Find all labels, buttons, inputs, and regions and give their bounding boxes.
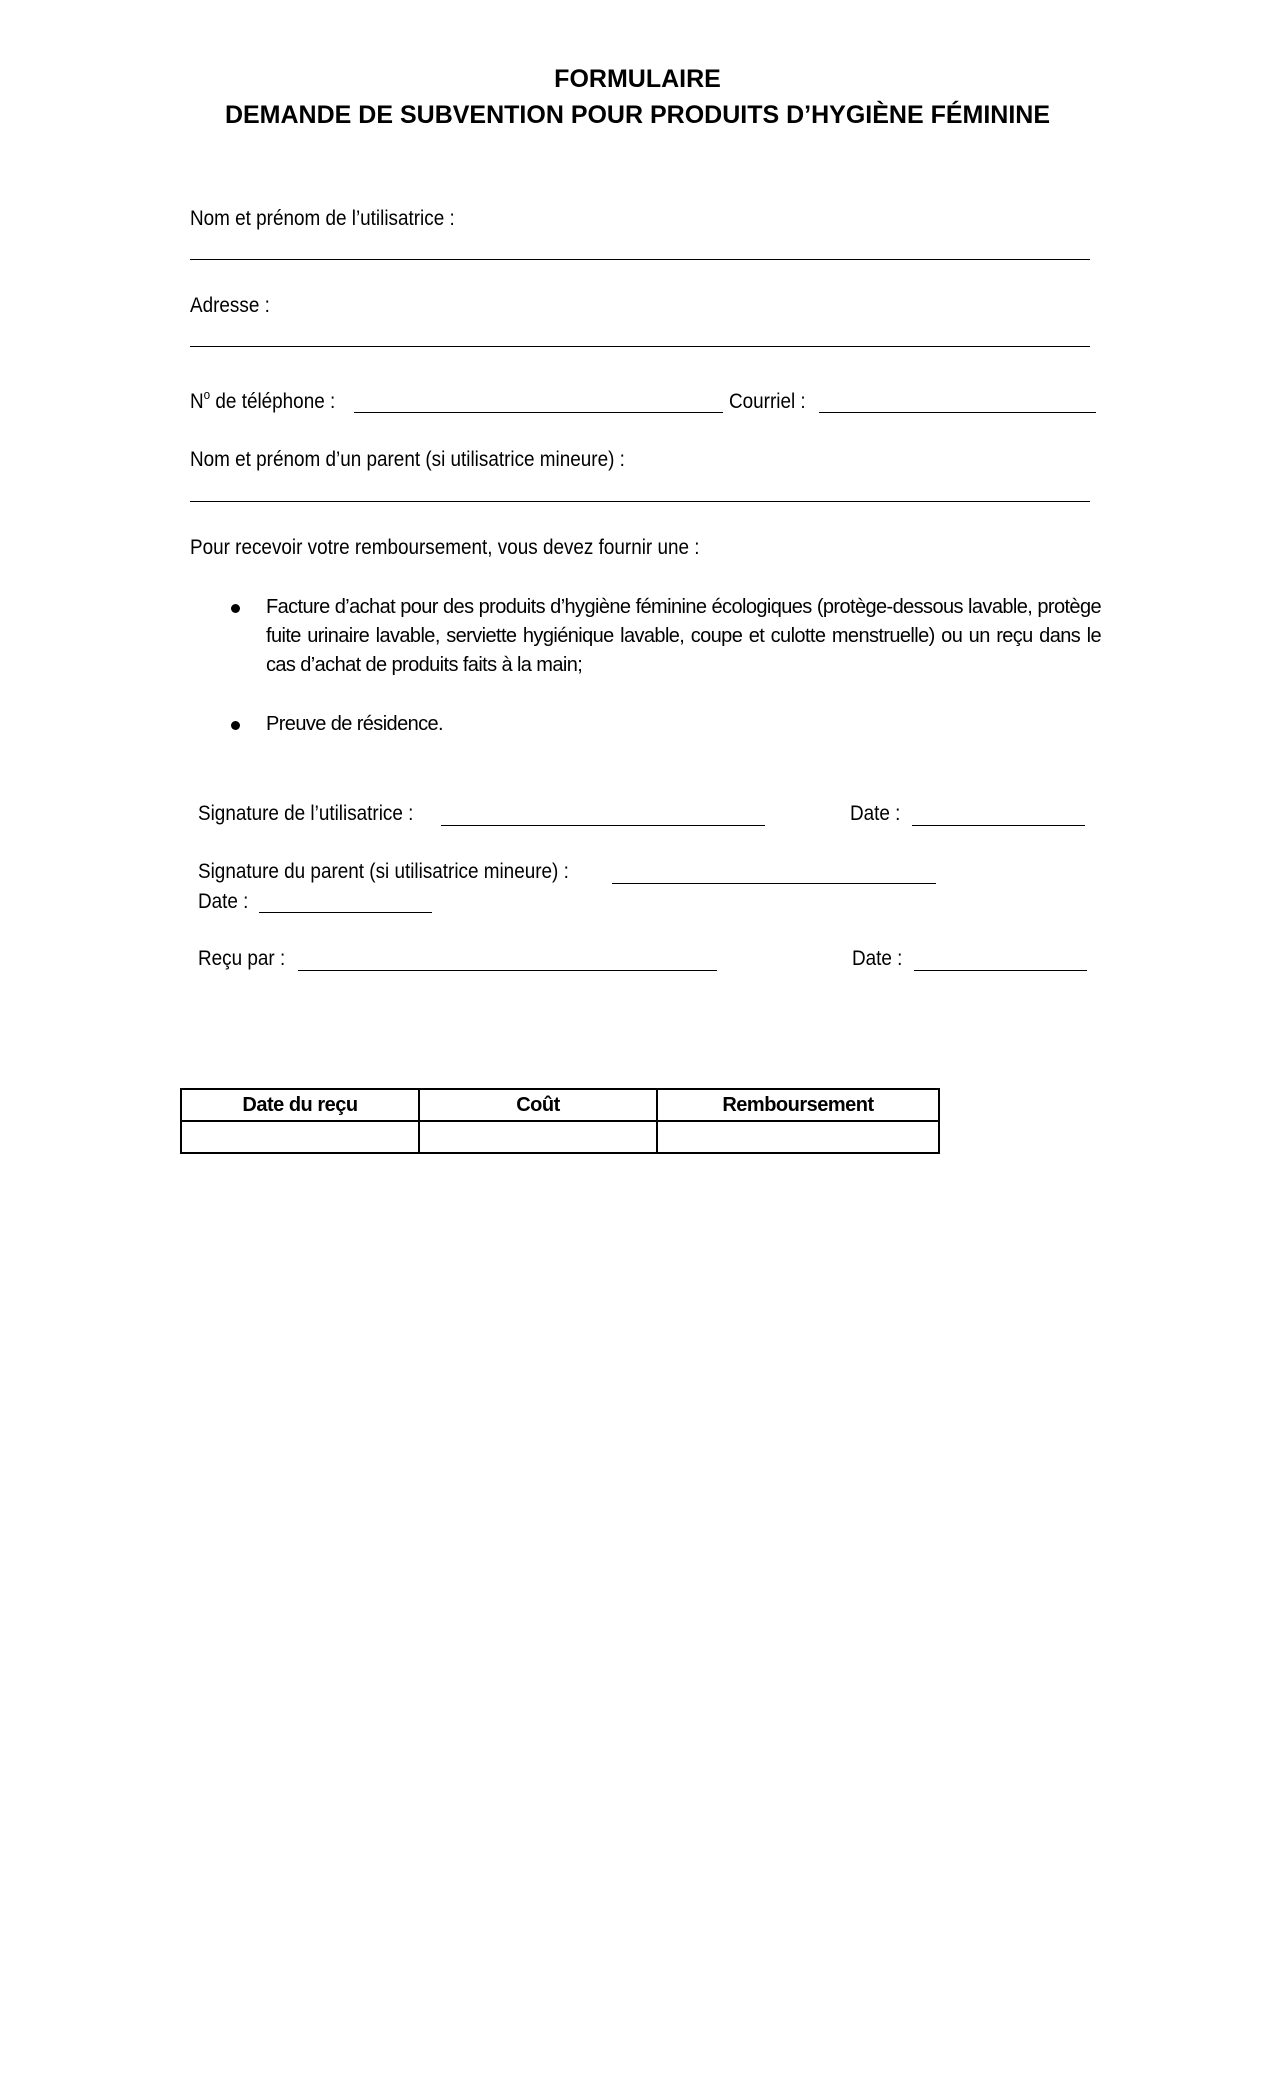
telephone-label: $N^o$ de téléphone : <box>190 387 336 413</box>
cell-date-recu[interactable] <box>181 1121 419 1153</box>
table-row <box>181 1121 939 1153</box>
parent-nom-field-line[interactable] <box>190 501 1090 502</box>
signature-parent-date-line[interactable] <box>259 912 432 913</box>
cell-cout[interactable] <box>419 1121 657 1153</box>
signature-utilisatrice-date-label: Date : <box>850 802 901 825</box>
adresse-label: Adresse : <box>190 294 270 317</box>
signature-utilisatrice-line[interactable] <box>441 825 765 826</box>
signature-parent-date-label: Date : <box>198 890 249 913</box>
column-header-date-recu: Date du reçu <box>181 1089 419 1121</box>
column-header-remboursement: Remboursement <box>657 1089 939 1121</box>
instructions-intro: Pour recevoir votre remboursement, vous devez fournir une : <box>190 536 700 559</box>
column-header-cout: Coût <box>419 1089 657 1121</box>
nom-label: Nom et prénom de l’utilisatrice : <box>190 207 455 230</box>
signature-utilisatrice-label: Signature de l’utilisatrice : <box>198 802 414 825</box>
bullet-icon <box>231 721 240 730</box>
parent-nom-label: Nom et prénom d’un parent (si utilisatrice mineure) : <box>190 448 625 471</box>
recu-date-line[interactable] <box>914 970 1087 971</box>
instruction-item-residence: Preuve de résidence. <box>266 713 444 735</box>
form-subtitle: DEMANDE DE SUBVENTION POUR PRODUITS D’HYGIÈNE FÉMININE <box>224 101 1051 129</box>
instruction-item-facture: Facture d’achat pour des produits d’hygiène féminine écologiques (protège-dessous lavable, protège fuite urinaire lavable, serviette hygiénique lavable, coupe et culotte menstruelle) ou un reçu dans le cas d’achat de produits faits à la main; <box>266 596 1101 676</box>
recu-date-label: Date : <box>852 947 903 970</box>
cell-remboursement[interactable] <box>657 1121 939 1153</box>
nom-field-line[interactable] <box>190 259 1090 260</box>
signature-parent-line[interactable] <box>612 883 936 884</box>
courriel-field-line[interactable] <box>819 412 1096 413</box>
recu-par-line[interactable] <box>298 970 717 971</box>
bullet-icon <box>231 604 240 613</box>
form-title: FORMULAIRE <box>554 65 721 93</box>
telephone-field-line[interactable] <box>354 412 723 413</box>
courriel-label: Courriel : <box>729 390 806 413</box>
signature-utilisatrice-date-line[interactable] <box>912 825 1085 826</box>
table-header-row <box>181 1089 939 1121</box>
signature-parent-label: Signature du parent (si utilisatrice mineure) : <box>198 860 569 883</box>
receipt-table <box>180 1088 940 1154</box>
recu-par-label: Reçu par : <box>198 947 286 970</box>
adresse-field-line[interactable] <box>190 346 1090 347</box>
